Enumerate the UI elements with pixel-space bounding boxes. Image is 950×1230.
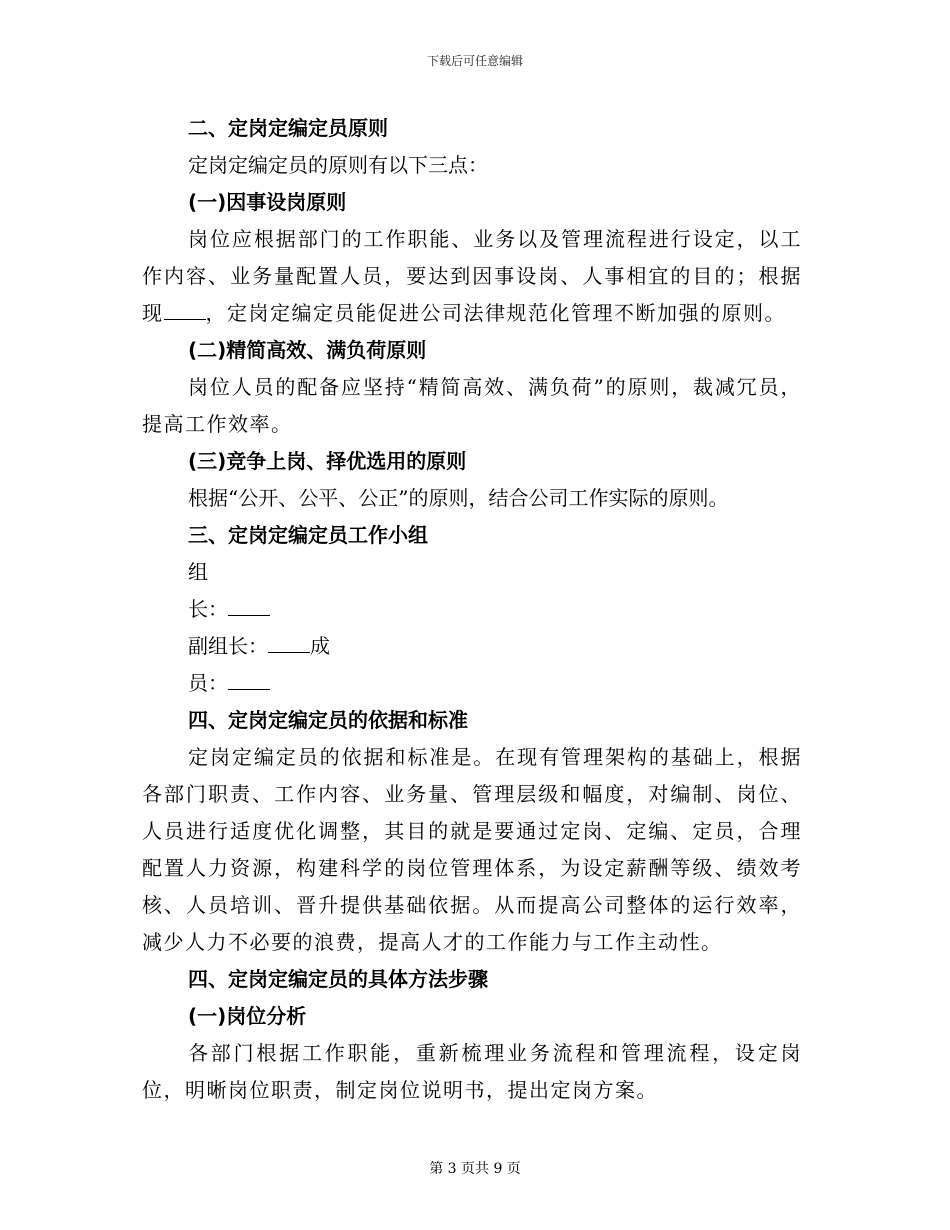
principle-3-text: 根据“公开、公平、公正”的原则，结合公司工作实际的原则。 — [188, 486, 729, 510]
principle-2-text: 岗位人员的配备应坚持“精简高效、满负荷”的原则，裁减冗员，提高工作效率。 — [142, 375, 802, 436]
principles-intro: 定岗定编定员的原则有以下三点： — [188, 153, 488, 177]
section-heading-principles: 二、定岗定编定员原则 — [188, 116, 388, 140]
group-member-line — [142, 665, 802, 702]
group-member-label: 员： — [188, 671, 228, 695]
group-leader-line — [142, 591, 802, 628]
group-line-1: 组 — [188, 560, 208, 584]
principle-3-title: (三)竞争上岗、择优选用的原则 — [188, 449, 467, 473]
page-header: 下载后可任意编辑 — [426, 54, 523, 68]
section-heading-methods: 四、定岗定编定员的具体方法步骤 — [188, 967, 488, 991]
section-heading-group: 三、定岗定编定员工作小组 — [188, 523, 428, 547]
page-footer: 第 3 页共 9 页 — [429, 1161, 521, 1177]
principle-1-text-a: 岗位应根据部门的工作职能、业务以及管理流程进行设定，以工作内容、业务量配置人员，要达到因事设岗、人事相宜的目的；根据现 — [142, 227, 802, 325]
document-body — [142, 110, 802, 1109]
method-1-text: 各部门根据工作职能，重新梳理业务流程和管理流程，设定岗位，明晰岗位职责，制定岗位说明书，提出定岗方案。 — [142, 1041, 802, 1102]
group-deputy-label: 副组长： — [188, 634, 268, 658]
principle-1-text — [142, 221, 802, 332]
fill-blank — [164, 301, 206, 320]
group-deputy-tail: 成 — [310, 634, 330, 658]
fill-blank — [268, 634, 310, 653]
fill-blank — [228, 597, 270, 616]
method-1-title: (一)岗位分析 — [188, 1004, 307, 1028]
group-deputy-line — [142, 628, 802, 665]
principle-2-title: (二)精简高效、满负荷原则 — [188, 338, 427, 362]
principle-1-text-b: ，定岗定编定员能促进公司法律规范化管理不断加强的原则。 — [205, 301, 786, 325]
section-heading-basis: 四、定岗定编定员的依据和标准 — [188, 708, 468, 732]
principle-1-title: (一)因事设岗原则 — [188, 190, 347, 214]
basis-text: 定岗定编定员的依据和标准是。在现有管理架构的基础上，根据各部门职责、工作内容、业务量、管理层级和幅度，对编制、岗位、人员进行适度优化调整，其目的就是要通过定岗、定编、定员，合理配置人力资源，构建科学的岗位管理体系，为设定薪酬等级、绩效考核、人员培训、晋升提供基础依据。从而提高公司整体的运行效率，减少人力不必要的浪费，提高人才的工作能力与工作主动性。 — [142, 745, 802, 954]
group-leader-label: 长： — [188, 597, 228, 621]
fill-blank — [228, 671, 270, 690]
